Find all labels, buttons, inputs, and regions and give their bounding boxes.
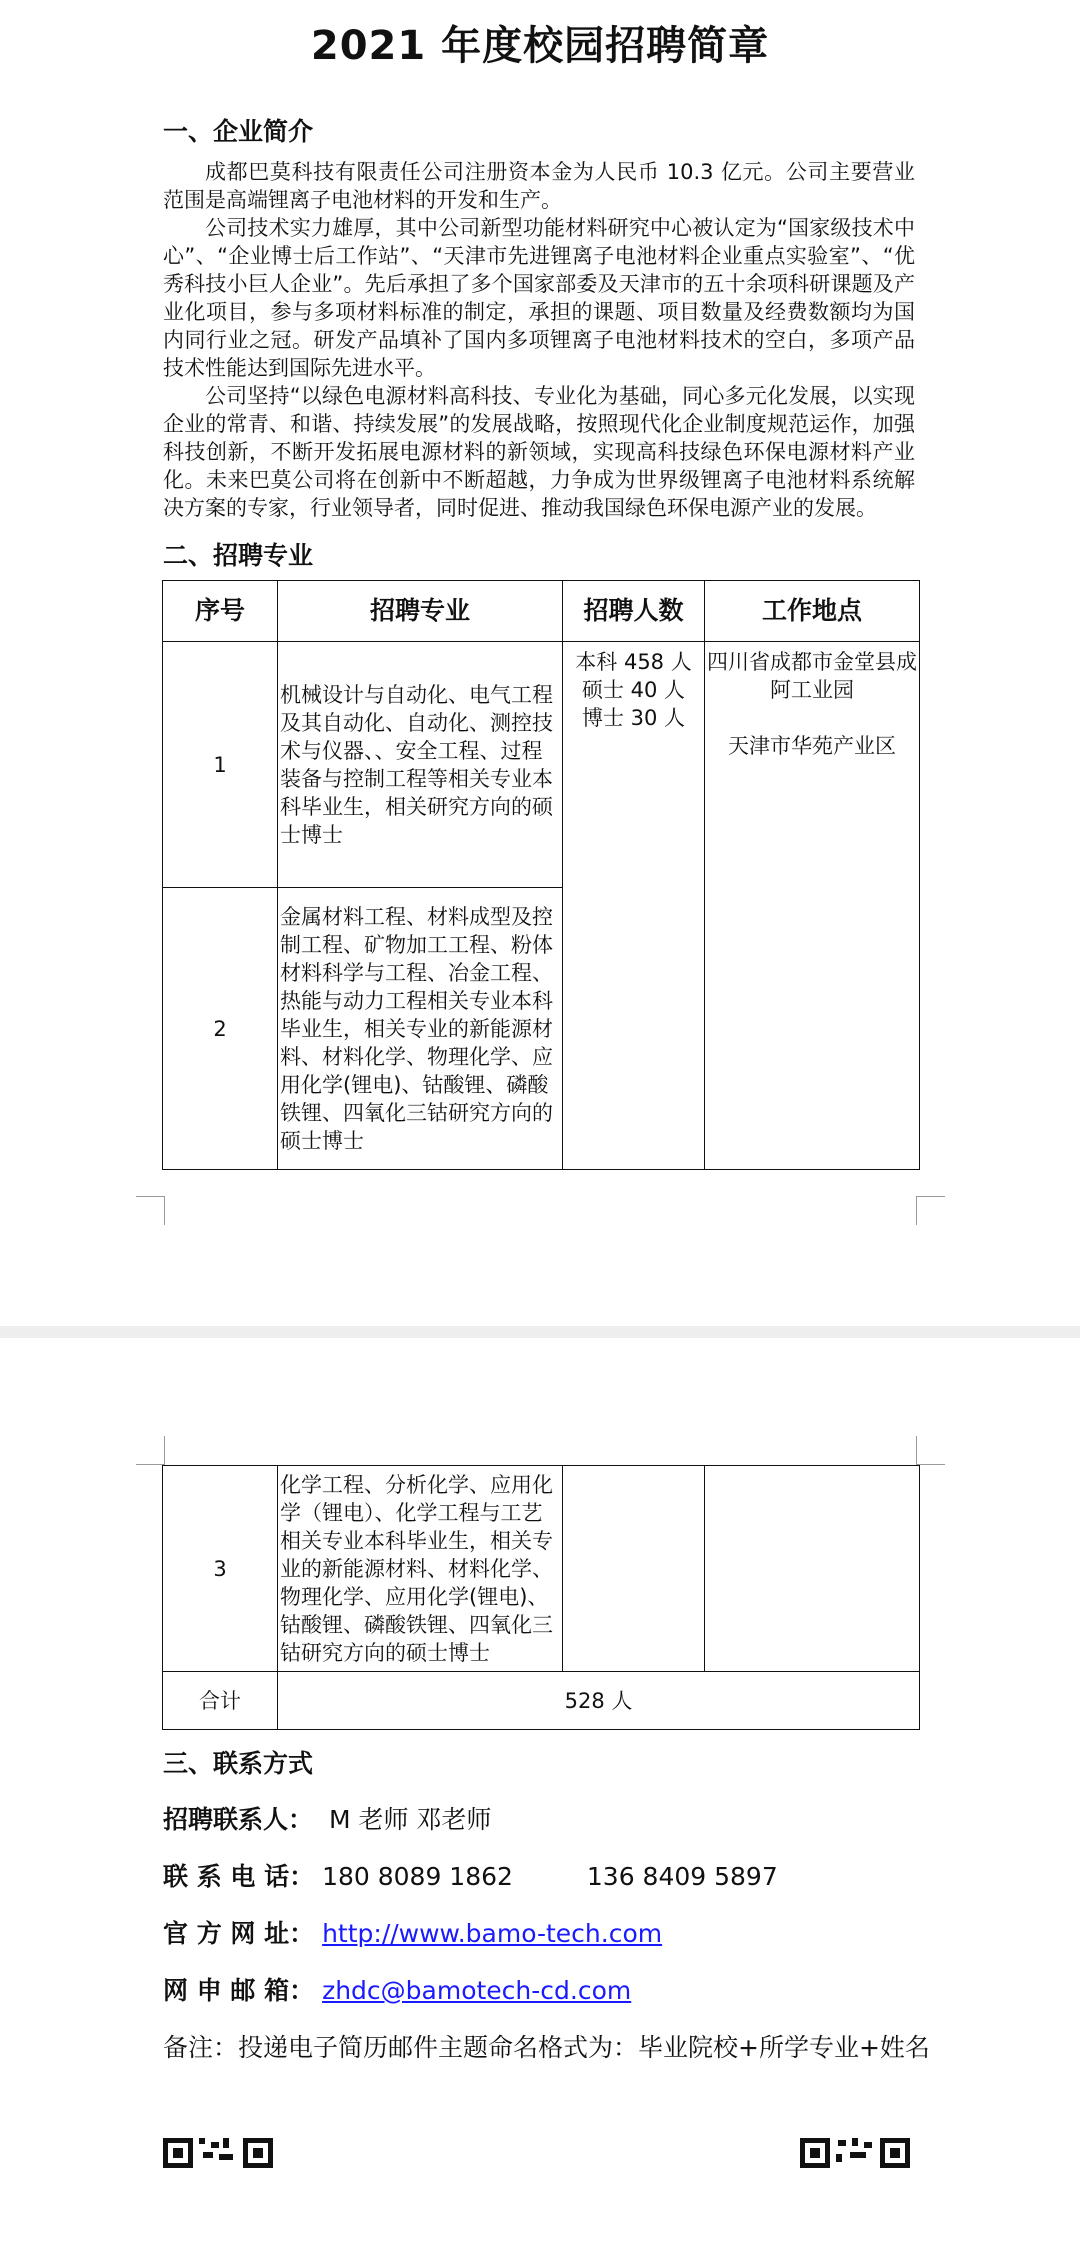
phone-line [163,1857,778,1893]
column-header: 招聘人数 [563,581,705,642]
table-total-row [163,1672,920,1730]
page-corner-mark [916,1436,945,1465]
location-cell [705,642,920,1170]
email-link[interactable]: zhdc@bamotech-cd.com [322,1976,632,2005]
recruit-table-part2 [162,1465,920,1730]
recruit-table-part1 [162,580,920,1170]
contact-person-line [163,1800,491,1836]
intro-paragraph-2: 公司技术实力雄厚，其中公司新型功能材料研究中心被认定为“国家级技术中心”、“企业博士后工作站”、“天津市先进锂离子电池材料企业重点实验室”、“优秀科技小巨人企业”。先后承担了多个国家部委及天津市的五十余项科研课题及产业化项目，参与多项材料标准的制定，承担的课题、项目数量及经费数额均为国内同行业之冠。研发产品填补了国内多项锂离子电池材料技术的空白，多项产品技术性能达到国际先进水平。 [163,216,915,380]
phone-number-2: 136 8409 5897 [586,1862,778,1891]
page-title: 2021 年度校园招聘简章 [310,23,770,69]
column-header: 工作地点 [705,581,920,642]
email-label: 网 申 邮 箱： [163,1976,315,2005]
website-label: 官 方 网 址： [163,1919,315,1948]
column-header: 招聘专业 [278,581,563,642]
headcount-doctor: 博士 30 人 [581,706,686,730]
phone-number-1: 180 8089 1862 [322,1862,513,1891]
table-row [163,1466,920,1672]
section-heading-contact: 三、联系方式 [163,1749,314,1778]
headcount-master: 硕士 40 人 [581,678,686,702]
page-separator [0,1326,1080,1338]
row-major: 机械设计与自动化、电气工程及其自动化、自动化、测控技术与仪器、、安全工程、过程装备与控制工程等相关专业本科毕业生，相关研究方向的硕士博士 [278,642,563,888]
row-number: 3 [163,1466,278,1672]
table-row [163,642,920,888]
headcount-cell [563,642,705,1170]
phone-label: 联 系 电 话： [163,1862,315,1891]
headcount-bachelor: 本科 458 人 [575,650,692,674]
website-line [163,1914,662,1950]
intro-paragraph-1: 成都巴莫科技有限责任公司注册资本金为人民币 10.3 亿元。公司主要营业范围是高端锂离子电池材料的开发和生产。 [163,160,915,212]
contact-person-label: 招聘联系人： [163,1805,314,1834]
row-number: 2 [163,888,278,1170]
website-link[interactable]: http://www.bamo-tech.com [322,1919,663,1948]
qr-code-icon [163,2138,273,2248]
location-tianjin: 天津市华苑产业区 [728,734,896,758]
company-intro [163,158,915,522]
total-value: 528 人 [278,1672,920,1730]
page-corner-mark [136,1436,165,1465]
qr-code-icon [800,2138,910,2248]
section-heading-company: 一、企业简介 [163,117,314,146]
intro-paragraph-3: 公司坚持“以绿色电源材料高科技、专业化为基础，同心多元化发展，以实现企业的常青、和谐、持续发展”的发展战略，按照现代化企业制度规范运作，加强科技创新，不断开发拓展电源材料的新领域，实现高科技绿色环保电源材料产业化。未来巴莫公司将在创新中不断超越，力争成为世界级锂离子电池材料系统解决方案的专家，行业领导者，同时促进、推动我国绿色环保电源产业的发展。 [163,384,915,520]
location-chengdu: 四川省成都市金堂县成阿工业园 [707,650,917,702]
page-corner-mark [916,1196,945,1225]
total-label: 合计 [163,1672,278,1730]
row-major: 金属材料工程、材料成型及控制工程、矿物加工工程、粉体材料科学与工程、冶金工程、热能与动力工程相关专业本科毕业生，相关专业的新能源材料、材料化学、物理化学、应用化学(锂电)、钴酸锂、磷酸铁锂、四氧化三钴研究方向的硕士博士 [278,888,563,1170]
empty-cell [705,1466,920,1672]
column-header: 序号 [163,581,278,642]
contact-person-value: M 老师 邓老师 [328,1805,492,1834]
row-major: 化学工程、分析化学、应用化学（锂电）、化学工程与工艺相关专业本科毕业生，相关专业的新能源材料、材料化学、物理化学、应用化学(锂电)、钴酸锂、磷酸铁锂、四氧化三钴研究方向的硕士博士 [278,1466,563,1672]
page-corner-mark [136,1196,165,1225]
empty-cell [563,1466,705,1672]
section-heading-majors: 二、招聘专业 [163,541,314,570]
row-number: 1 [163,642,278,888]
email-line [163,1971,631,2007]
table-header-row [163,581,920,642]
submission-note: 备注：投递电子简历邮件主题命名格式为：毕业院校+所学专业+姓名 [163,2033,930,2062]
